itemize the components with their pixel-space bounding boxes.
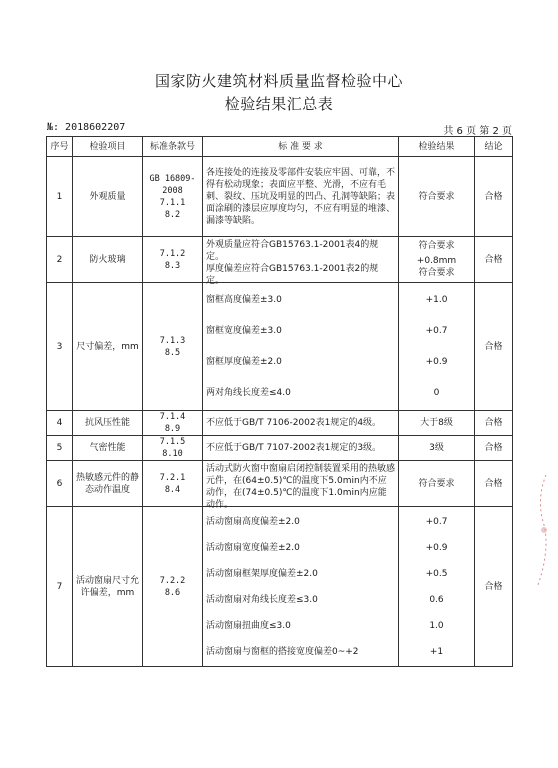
table-row: [47, 461, 513, 507]
cell-requirement: [203, 507, 399, 667]
result-value: 大于8级: [420, 418, 453, 428]
cell-clause: 7.1.4 8.9: [143, 411, 203, 436]
cell-clause: 7.1.5 8.10: [143, 436, 203, 461]
table-row: [47, 157, 513, 237]
table-row: [47, 237, 513, 283]
result-value: +0.5: [425, 568, 448, 579]
requirement-line: 活动窗扇框架厚度偏差±2.0: [206, 568, 318, 579]
header-no: 序号: [47, 137, 73, 157]
cell-clause: GB 16809-2008 7.1.1 8.2: [143, 157, 203, 237]
header-clause: 标准条款号: [143, 137, 203, 157]
result-value: +0.8mm 符合要求: [416, 256, 457, 278]
cell-conclusion: 合格: [475, 507, 513, 667]
result-value: 符合要求: [418, 241, 455, 251]
requirement-line: 窗框厚度偏差±2.0: [206, 357, 282, 367]
cell-requirement: [203, 237, 399, 286]
result-value: +1: [429, 646, 444, 657]
cell-item: 外观质量: [73, 157, 143, 237]
cell-no: 6: [47, 461, 73, 507]
cell-item: 抗风压性能: [73, 411, 143, 436]
cell-conclusion: 合格: [475, 436, 513, 461]
result-value: 符合要求: [418, 191, 455, 202]
cell-requirement: [203, 461, 399, 510]
cell-conclusion: 合格: [475, 157, 513, 237]
cell-result: [399, 436, 475, 461]
requirement-line: 窗框宽度偏差±3.0: [206, 326, 282, 336]
cell-requirement: [203, 283, 399, 411]
cell-clause: 7.1.2 8.3: [143, 237, 203, 283]
cell-result: [399, 507, 475, 667]
cell-no: 5: [47, 436, 73, 461]
cell-no: 3: [47, 283, 73, 411]
table-row: [47, 436, 513, 461]
cell-conclusion: 合格: [475, 411, 513, 436]
cell-conclusion: 合格: [475, 237, 513, 283]
requirement-line: 窗框高度偏差±3.0: [206, 295, 282, 305]
page-info: 共 6 页 第 2 页: [443, 126, 512, 137]
cell-item: 防火玻璃: [73, 237, 143, 283]
cell-result: [399, 237, 475, 283]
cell-requirement: [203, 411, 399, 436]
document-title: 国家防火建筑材料质量监督检验中心: [154, 72, 403, 90]
requirement-line: 活动式防火窗中窗扇启闭控制装置采用的热敏感元件，在(64±0.5)℃的温度下5.0min内不应动作，在(74±0.5)℃的温度下1.0min内应能动作。: [206, 463, 396, 510]
result-value: +0.7: [425, 516, 448, 527]
stamp-edge-mark: [528, 470, 552, 590]
table-header-row: [47, 137, 513, 157]
requirement-line: 活动窗扇高度偏差±2.0: [206, 516, 300, 527]
requirement-line: 活动窗扇扭曲度≤3.0: [206, 620, 291, 631]
header-result: 检验结果: [399, 137, 475, 157]
cell-no: 4: [47, 411, 73, 436]
cell-requirement: [203, 436, 399, 461]
cell-clause: 7.2.1 8.4: [143, 461, 203, 507]
cell-item: 活动窗扇尺寸允许偏差，mm: [73, 507, 143, 667]
cell-result: [399, 283, 475, 411]
requirement-line: 厚度偏差应符合GB15763.1-2001表2的规定。: [206, 263, 379, 286]
result-value: 0.6: [429, 594, 444, 605]
cell-item: 尺寸偏差，mm: [73, 283, 143, 411]
cell-item: 热敏感元件的静态动作温度: [73, 461, 143, 507]
cell-conclusion: 合格: [475, 461, 513, 507]
requirement-line: 活动窗扇宽度偏差±2.0: [206, 542, 300, 553]
cell-result: [399, 411, 475, 436]
result-value: +0.9: [425, 357, 448, 367]
requirement-line: 活动窗扇对角线长度差≤3.0: [206, 594, 318, 605]
cell-no: 7: [47, 507, 73, 667]
header-item: 检验项目: [73, 137, 143, 157]
requirement-line: 活动窗扇与窗框的搭接宽度偏差0~+2: [206, 646, 359, 657]
result-value: 符合要求: [418, 478, 455, 489]
cell-clause: 7.1.3 8.5: [143, 283, 203, 411]
table-row: [47, 283, 513, 411]
requirement-line: 两对角线长度差≤4.0: [206, 388, 291, 398]
requirement-line: 各连接处的连接及零部件安装应牢固、可靠，不得有松动现象；表面应平整、光滑，不应有毛刺、裂纹、压坑及明显的凹凸、孔洞等缺陷；表面涂刷的漆层应厚度均匀，不应有明显的堆漆、漏漆等缺陷。: [206, 167, 396, 226]
cell-item: 气密性能: [73, 436, 143, 461]
result-value: 1.0: [429, 620, 444, 631]
results-summary-table: [46, 136, 513, 667]
result-value: +1.0: [425, 295, 448, 305]
header-conclusion: 结论: [475, 137, 513, 157]
table-row: [47, 507, 513, 667]
header-requirement: 标 准 要 求: [203, 137, 399, 157]
document-subtitle: 检验结果汇总表: [224, 95, 334, 113]
requirement-line: 不应低于GB/T 7106-2002表1规定的4级。: [206, 418, 382, 428]
requirement-line: 不应低于GB/T 7107-2002表1规定的3级。: [206, 443, 382, 453]
result-value: 3级: [429, 443, 444, 453]
table-row: [47, 411, 513, 436]
result-value: 0: [433, 388, 440, 398]
cell-clause: 7.2.2 8.6: [143, 507, 203, 667]
cell-conclusion: 合格: [475, 283, 513, 411]
cell-no: 2: [47, 237, 73, 283]
requirement-line: 外观质量应符合GB15763.1-2001表4的规定。: [206, 239, 379, 262]
cell-requirement: [203, 157, 399, 237]
cell-result: [399, 157, 475, 237]
result-value: +0.9: [425, 542, 448, 553]
result-value: +0.7: [425, 326, 448, 336]
cell-no: 1: [47, 157, 73, 237]
report-number: №: 2018602207: [47, 122, 126, 133]
cell-result: [399, 461, 475, 507]
